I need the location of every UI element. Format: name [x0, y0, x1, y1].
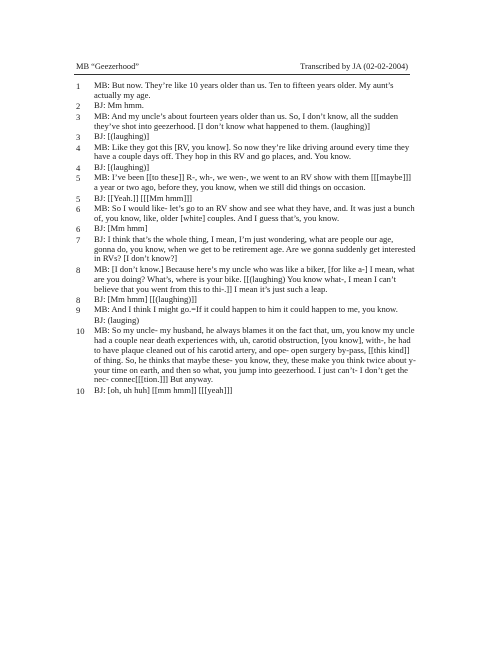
line-text: MB: And I think I might go.=If it could happen to him it could happen to me, you know. — [94, 304, 398, 315]
line-text: BJ: Mm hmm. — [94, 100, 144, 111]
transcript-line — [76, 326, 416, 385]
header-rule — [74, 74, 410, 75]
line-number: 5 — [76, 173, 81, 184]
line-number — [76, 316, 94, 326]
line-number: 4 — [76, 162, 81, 173]
line-text: BJ: [Mm hmm] [[(laughing)]] — [94, 293, 197, 304]
line-number: 6 — [76, 224, 81, 235]
line-number: 9 — [76, 305, 81, 316]
header-transcriber: Transcribed by JA (02-02-2004) — [300, 62, 408, 71]
line-text: MB: So my uncle- my husband, he always blames it on the fact that, um, you know my uncle had a couple near death experiences with, uh, carotid obstruction, [you know], with-, he had to have plaque cleaned out of his carotid artery, and ope- open surgery by-pass, [[this kind]] of thing. So, he thinks that maybe these- you know, they, these make you think twice about y- your time on earth, and then so what, you jump into geezerhood. I just can’t- I don’t get the nec- connec[[[tion.]]] But anyway. — [94, 325, 416, 385]
line-text: BJ: [Mm hmm] — [94, 223, 148, 234]
transcript-line — [76, 143, 416, 163]
line-text: BJ: (lauging) — [94, 314, 140, 325]
line-text: MB: Like they got this [RV, you know]. So now they’re like driving around every time they have a couple days off. They hop in this RV and go places, and. You know. — [94, 141, 410, 162]
line-text: MB: [I don’t know.] Because here’s my uncle who was like a biker, [for like a-] I mean, what are you doing? What’s, where is your bike. [[(laughing) You know what-, I mean I can’t believe that you went from this to thi-.]] I mean it’s just such a leap. — [94, 263, 415, 294]
line-text: MB: And my uncle’s about fourteen years older than us. So, I don’t know, all the sudden they’ve shot into geezerhood. [I don’t know what happened to them. (laughing)] — [94, 110, 399, 131]
transcript-line — [76, 173, 416, 193]
header-title: MB “Geezerhood” — [76, 62, 140, 71]
line-number: 7 — [76, 234, 81, 245]
page-header — [76, 62, 408, 71]
line-text: MB: So I would like- let’s go to an RV show and see what they have, and. It was just a bunch of, you know, like, older [white] couples. And I guess that’s, you know. — [94, 203, 415, 223]
line-number: 10 — [76, 326, 85, 337]
line-text: BJ: [[Yeah.]] [[[Mm hmm]]] — [94, 192, 192, 203]
line-text: BJ: [(laughing)] — [94, 131, 150, 142]
transcript-line — [76, 112, 416, 132]
line-text: BJ: I think that’s the whole thing, I mean, I’m just wondering, what are people our age, gonna do, you know, when we get to be retirement age. Are we gonna suddenly get interested in RVs? [I don’t know?] — [94, 233, 416, 264]
line-number: 8 — [76, 264, 81, 275]
line-number: 8 — [76, 294, 81, 305]
line-text: BJ: [oh, uh huh] [[mm hmm]] [[[yeah]]] — [94, 384, 233, 395]
line-number: 3 — [76, 132, 81, 143]
transcript-line — [76, 132, 416, 142]
line-text: BJ: [(laughing)] — [94, 161, 150, 172]
transcript-line — [76, 235, 416, 265]
transcript-body — [76, 81, 416, 396]
line-number: 5 — [76, 193, 81, 204]
line-number: 4 — [76, 142, 81, 153]
line-number: 3 — [76, 111, 81, 122]
line-text: MB: But now. They’re like 10 years older than us. Ten to fifteen years older. My aunt’s actually my age. — [94, 80, 394, 100]
transcript-line — [76, 204, 416, 224]
transcript-line — [76, 386, 416, 396]
line-number: 6 — [76, 204, 81, 215]
line-number: 1 — [76, 81, 81, 91]
transcript-line — [76, 265, 416, 295]
line-text: MB: I’ve been [[to these]] R-, wh-, we wen-, we went to an RV show with them [[[maybe]]] a year or two ago, before they, you know, when we still did things on occasion. — [94, 172, 412, 193]
line-number: 2 — [76, 101, 81, 112]
transcript-line — [76, 81, 416, 101]
line-number: 10 — [76, 385, 85, 396]
